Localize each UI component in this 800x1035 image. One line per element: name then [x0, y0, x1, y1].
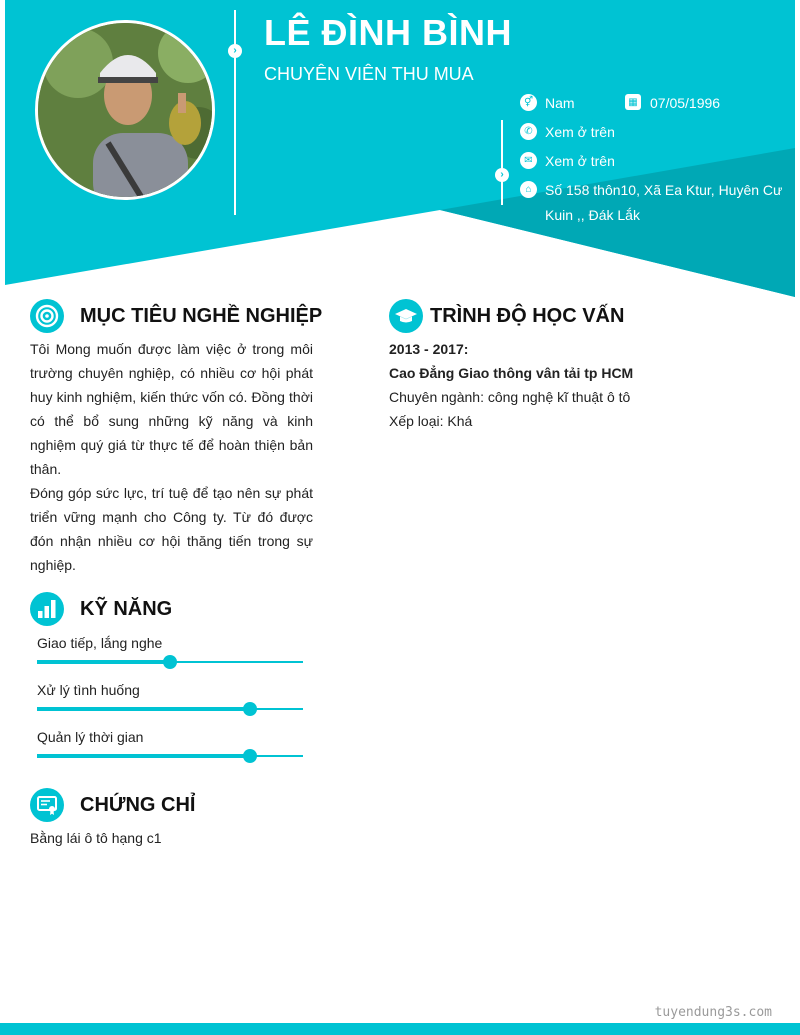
skill-fill: [37, 754, 250, 758]
certificates-section-header: [30, 788, 195, 822]
address-row: [520, 178, 782, 228]
gender-value: Nam: [545, 95, 575, 111]
education-heading: TRÌNH ĐỘ HỌC VẤN: [430, 304, 625, 327]
certificates-heading: CHỨNG CHỈ: [80, 793, 196, 816]
home-icon: ⌂: [520, 181, 537, 198]
skills-heading: KỸ NĂNG: [80, 597, 173, 620]
skill-label: Giao tiếp, lắng nghe: [37, 635, 163, 651]
target-icon: [30, 299, 64, 333]
objective-paragraph-2: Đóng góp sức lực, trí tuệ để tạo nên sự phát triển vững mạnh cho Công ty. Từ đó được đón nhận nhiều cơ hội thăng tiến trong sự nghiệp.: [30, 485, 313, 573]
education-grade: Xếp loại: Khá: [389, 413, 473, 429]
watermark: tuyendung3s.com: [654, 1005, 772, 1020]
address-value: [545, 178, 782, 228]
phone-icon: ✆: [520, 123, 537, 140]
graduation-cap-icon: [389, 299, 423, 333]
certificate-icon: [30, 788, 64, 822]
gender-icon: ⚥: [520, 94, 537, 111]
phone-value: Xem ở trên: [545, 124, 615, 140]
education-section-header: [389, 299, 624, 333]
objective-paragraph-1: Tôi Mong muốn được làm việc ở trong môi trường chuyên nghiệp, có nhiều cơ hội phát huy kinh nghiệm, kiến thức vốn có. Đồng thời có thể bổ sung những kỹ năng và kinh nghiệm quý giá từ thực tế để hoàn thiện bản thân.: [30, 341, 313, 477]
skills-section-header: [30, 592, 172, 626]
profile-photo: [35, 20, 215, 200]
birthdate-row: [625, 91, 720, 116]
envelope-icon: ✉: [520, 152, 537, 169]
address-line-1: Số 158 thôn10, Xã Ea Ktur, Huyên Cư: [545, 182, 783, 198]
phone-row: [520, 120, 615, 145]
skill-fill: [37, 660, 170, 664]
email-row: [520, 149, 615, 174]
education-major: Chuyên ngành: công nghệ kĩ thuật ô tô: [389, 389, 631, 405]
contact-divider-line: [501, 120, 503, 205]
bar-chart-icon: [30, 592, 64, 626]
skill-label: Xử lý tình huống: [37, 682, 140, 698]
header-divider-line: [234, 10, 236, 215]
skill-level-knob: [243, 702, 257, 716]
education-period: 2013 - 2017:: [389, 341, 469, 357]
objective-heading: MỤC TIÊU NGHỀ NGHIỆP: [80, 304, 323, 327]
objective-section-header: [30, 299, 322, 333]
candidate-job-title: CHUYÊN VIÊN THU MUA: [264, 64, 474, 84]
email-value: Xem ở trên: [545, 153, 615, 169]
gender-row: [520, 91, 575, 116]
certificate-item: Bằng lái ô tô hạng c1: [30, 830, 162, 846]
skill-level-knob: [243, 749, 257, 763]
chevron-right-icon: ›: [228, 44, 242, 58]
address-line-2: Kuin ,, Đák Lắk: [545, 207, 640, 223]
footer-bar: [0, 1023, 800, 1035]
skill-level-knob: [163, 655, 177, 669]
education-school: Cao Đẳng Giao thông vân tải tp HCM: [389, 365, 634, 381]
candidate-name: LÊ ĐÌNH BÌNH: [264, 12, 512, 53]
objective-text: [30, 337, 313, 577]
chevron-right-icon: ›: [495, 168, 509, 182]
skill-label: Quản lý thời gian: [37, 729, 144, 745]
birthdate-value: 07/05/1996: [650, 95, 721, 111]
skill-fill: [37, 707, 250, 711]
calendar-icon: ▦: [625, 94, 641, 110]
